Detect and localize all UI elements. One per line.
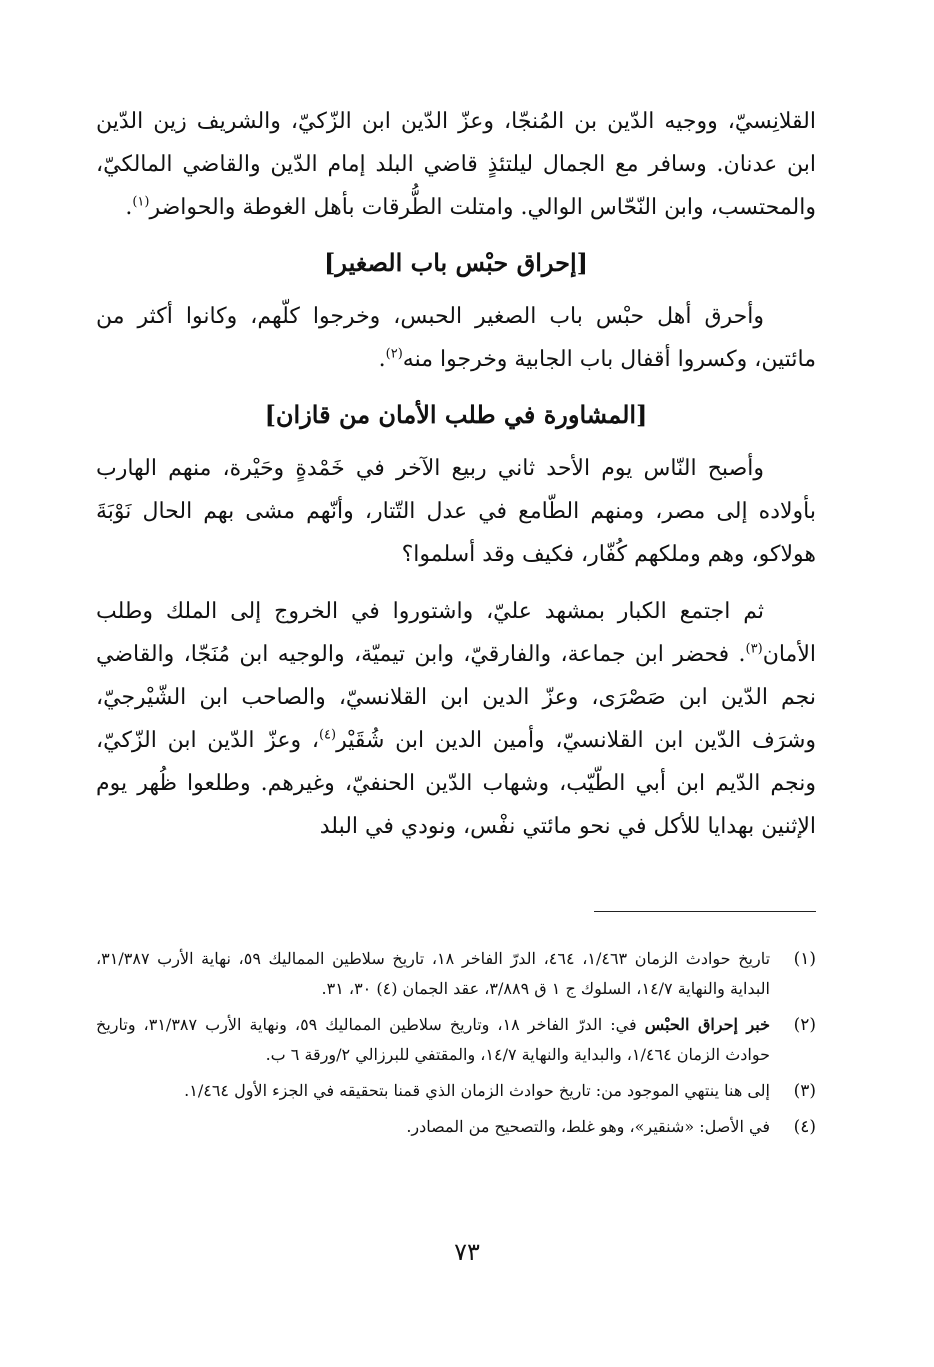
footnote-ref-3[interactable]: (٣) xyxy=(745,641,763,657)
footnotes xyxy=(96,944,816,1148)
paragraph-3-text: وأصبح النّاس يوم الأحد ثاني ربيع الآخر في خَمْدةٍ وحَيْرة، منهم الهارب بأولاده إلى مصر، ومنهم الطّامع في عدل التّتار، وأنّهم مشى بهم الحال نَوْبَةَ هولاكو، وهم وملكهم كُفّار، فكيف وقد أسلموا؟ xyxy=(96,456,816,567)
footnote-ref-4[interactable]: (٤) xyxy=(318,727,337,743)
paragraph-1-text: القلانِسيّ، ووجيه الدّين بن المُنجّا، وعزّ الدّين ابن الزّكيّ، والشريف زين الدّين ابن عدنان. وسافر مع الجمال ليلتئذٍ قاضي البلد إمام الدّين والقاضي المالكيّ، والمحتسب، وابن النّحّاس الوالي. وامتلت الطُّرقات بأهل الغوطة والحواضر xyxy=(96,109,816,220)
paragraph-2 xyxy=(96,295,816,381)
footnote-2 xyxy=(96,1010,816,1070)
footnote-ref-1[interactable]: (١) xyxy=(132,194,150,210)
footnote-number: (٣) xyxy=(793,1081,816,1101)
page-number: ٧٣ xyxy=(454,1238,480,1266)
footnote-3 xyxy=(96,1076,816,1106)
footnote-text: إلى هنا ينتهي الموجود من: تاريخ حوادث الزمان الذي قمنا بتحقيقه في الجزء الأول ١/٤٦٤. xyxy=(184,1081,770,1100)
footnote-ref-2[interactable]: (٢) xyxy=(385,346,403,362)
paragraph-1 xyxy=(96,100,816,229)
footnote-text: تاريخ حوادث الزمان ١/٤٦٣، ٤٦٤، الدرّ الفاخر ١٨، تاريخ سلاطين المماليك ٥٩، نهاية الأرب ٣١/٣٨٧، البداية والنهاية ١٤/٧، السلوك ج ١ ق ٣/٨٨٩، عقد الجمان (٤) ٣٠، ٣١. xyxy=(96,949,771,998)
footnote-separator xyxy=(594,911,816,912)
paragraph-4-text-c: ، وعزّ الدّين ابن الزّكيّ، ونجم الدّيم ابن أبي الطّيّب، وشهاب الدّين الحنفيّ، وغيرهم. وطلعوا ظُهر يوم الإثنين بهدايا للأكل في نحو مائتي نفْس، ونودي في البلد xyxy=(96,728,816,839)
paragraph-4-text-b: . فحضر ابن جماعة، والفارقيّ، وابن تيميّة، والوجيه ابن مُنَجّا، والقاضي نجم الدّين ابن صَصْرَى، وعزّ الدين ابن القلانسيّ، والصاحب ابن الشّيْرجيّ، وشرَف الدّين ابن القلانسيّ، وأمين الدين ابن شُقَيْر xyxy=(96,642,817,753)
footnote-text xyxy=(96,1010,770,1070)
footnote-number: (٤) xyxy=(793,1117,816,1137)
footnote-text: في الأصل: «شنقير»، وهو غلط، والتصحيح من المصادر. xyxy=(406,1117,770,1136)
footnote-number: (٢) xyxy=(793,1015,816,1035)
paragraph-1-end: . xyxy=(125,195,133,220)
section-heading-prison-fire: [إحراق حبْس باب الصغير] xyxy=(324,248,588,277)
footnote-1 xyxy=(96,944,816,1004)
paragraph-4-text-a: ثم اجتمع الكبار بمشهد عليّ، واشتوروا في الخروج إلى الملك وطلب الأمان xyxy=(96,599,816,667)
footnote-number: (١) xyxy=(793,949,816,969)
footnote-bold-term: خبر إحراق الحبْس xyxy=(644,1015,771,1034)
footnote-4 xyxy=(96,1112,816,1142)
paragraph-3 xyxy=(96,447,816,576)
paragraph-4 xyxy=(96,590,816,848)
paragraph-2-end: . xyxy=(378,347,386,372)
page-body xyxy=(96,100,816,848)
footnote-text-rest: في: الدرّ الفاخر ١٨، وتاريخ سلاطين المماليك ٥٩، ونهاية الأرب ٣١/٣٨٧، وتاريخ حوادث الزمان ١/٤٦٤، والبداية والنهاية ١٤/٧، والمقتفي للبرزالي ٢/ورقة ٦ ب. xyxy=(96,1015,770,1064)
section-heading-consultation: [المشاورة في طلب الأمان من قازان] xyxy=(264,400,648,429)
paragraph-2-text: وأحرق أهل حبْس باب الصغير الحبس، وخرجوا كلّهم، وكانوا أكثر من مائتين، وكسروا أقفال باب الجابية وخرجوا منه xyxy=(96,304,816,372)
